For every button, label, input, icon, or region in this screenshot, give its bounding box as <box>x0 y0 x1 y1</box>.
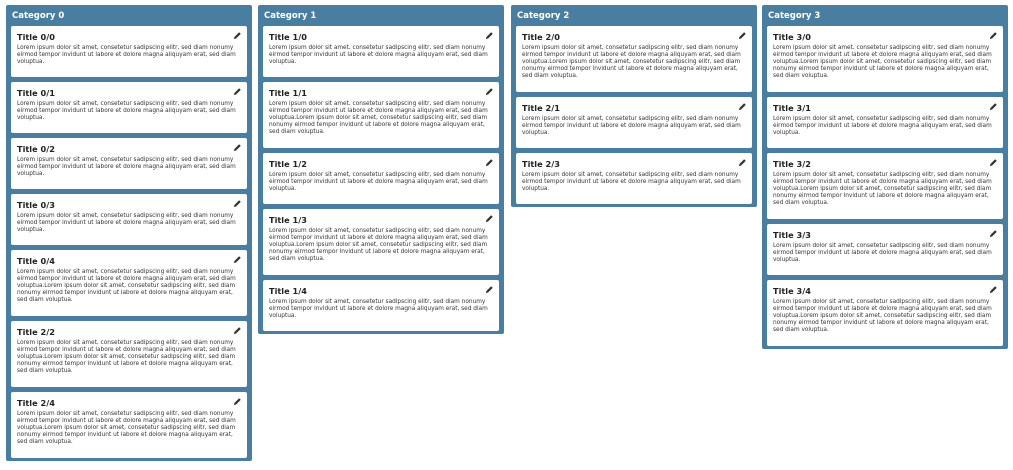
card[interactable] <box>767 26 1003 92</box>
card-title: Title 0/0 <box>17 32 55 42</box>
card-text: Lorem ipsum dolor sit amet, consetetur sadipscing elitr, sed diam nonumy eirmod tempor invidunt ut labore et dolore magna aliquyam erat, sed diam voluptua. <box>17 157 236 178</box>
card[interactable] <box>767 97 1003 148</box>
card-text: Lorem ipsum dolor sit amet, consetetur sadipscing elitr, sed diam nonumy eirmod tempor invidunt ut labore et dolore magna aliquyam erat, sed diam voluptua.Lorem ipsum dolor sit amet, consetetur sadipscing elitr, sed diam nonumy eirmod tempor invidunt ut labore et dolore magna aliquyam erat, sed diam voluptua. <box>269 228 488 263</box>
card-text: Lorem ipsum dolor sit amet, consetetur sadipscing elitr, sed diam nonumy eirmod tempor invidunt ut labore et dolore magna aliquyam erat, sed diam voluptua.Lorem ipsum dolor sit amet, consetetur sadipscing elitr, sed diam nonumy eirmod tempor invidunt ut labore et dolore magna aliquyam erat, sed diam voluptua. <box>773 45 992 80</box>
column-category-3 <box>762 5 1008 349</box>
card-text: Lorem ipsum dolor sit amet, consetetur sadipscing elitr, sed diam nonumy eirmod tempor invidunt ut labore et dolore magna aliquyam erat, sed diam voluptua. <box>773 116 992 137</box>
card-text: Lorem ipsum dolor sit amet, consetetur sadipscing elitr, sed diam nonumy eirmod tempor invidunt ut labore et dolore magna aliquyam erat, sed diam voluptua.Lorem ipsum dolor sit amet, consetetur sadipscing elitr, sed diam nonumy eirmod tempor invidunt ut labore et dolore magna aliquyam erat, sed diam voluptua. <box>773 299 992 334</box>
card-text: Lorem ipsum dolor sit amet, consetetur sadipscing elitr, sed diam nonumy eirmod tempor invidunt ut labore et dolore magna aliquyam erat, sed diam voluptua.Lorem ipsum dolor sit amet, consetetur sadipscing elitr, sed diam nonumy eirmod tempor invidunt ut labore et dolore magna aliquyam erat, sed diam voluptua. <box>17 411 236 446</box>
card-text: Lorem ipsum dolor sit amet, consetetur sadipscing elitr, sed diam nonumy eirmod tempor invidunt ut labore et dolore magna aliquyam erat, sed diam voluptua. <box>17 45 236 66</box>
card[interactable] <box>11 26 247 77</box>
card-title: Title 1/0 <box>269 32 307 42</box>
card[interactable] <box>516 26 752 92</box>
pencil-icon[interactable] <box>233 31 242 40</box>
pencil-icon[interactable] <box>485 87 494 96</box>
pencil-icon[interactable] <box>233 255 242 264</box>
card[interactable] <box>11 250 247 316</box>
card-title: Title 2/2 <box>17 327 55 337</box>
card-title: Title 3/1 <box>773 103 811 113</box>
pencil-icon[interactable] <box>989 229 998 238</box>
column-title: Category 0 <box>12 11 65 21</box>
card-title: Title 0/2 <box>17 144 55 154</box>
card-title: Title 1/4 <box>269 286 307 296</box>
column-category-0 <box>6 5 252 461</box>
card-title: Title 2/3 <box>522 159 560 169</box>
card[interactable] <box>516 97 752 148</box>
column-title: Category 1 <box>264 11 317 21</box>
card-text: Lorem ipsum dolor sit amet, consetetur sadipscing elitr, sed diam nonumy eirmod tempor invidunt ut labore et dolore magna aliquyam erat, sed diam voluptua.Lorem ipsum dolor sit amet, consetetur sadipscing elitr, sed diam nonumy eirmod tempor invidunt ut labore et dolore magna aliquyam erat, sed diam voluptua. <box>269 101 488 136</box>
pencil-icon[interactable] <box>485 31 494 40</box>
pencil-icon[interactable] <box>738 102 747 111</box>
card-title: Title 3/3 <box>773 230 811 240</box>
pencil-icon[interactable] <box>989 285 998 294</box>
pencil-icon[interactable] <box>485 285 494 294</box>
pencil-icon[interactable] <box>233 199 242 208</box>
pencil-icon[interactable] <box>485 214 494 223</box>
card-text: Lorem ipsum dolor sit amet, consetetur sadipscing elitr, sed diam nonumy eirmod tempor invidunt ut labore et dolore magna aliquyam erat, sed diam voluptua. <box>17 101 236 122</box>
card[interactable] <box>11 392 247 458</box>
pencil-icon[interactable] <box>233 326 242 335</box>
card-title: Title 3/2 <box>773 159 811 169</box>
card-title: Title 1/1 <box>269 88 307 98</box>
card[interactable] <box>11 194 247 245</box>
card[interactable] <box>516 153 752 204</box>
card-text: Lorem ipsum dolor sit amet, consetetur sadipscing elitr, sed diam nonumy eirmod tempor invidunt ut labore et dolore magna aliquyam erat, sed diam voluptua. <box>17 213 236 234</box>
card-text: Lorem ipsum dolor sit amet, consetetur sadipscing elitr, sed diam nonumy eirmod tempor invidunt ut labore et dolore magna aliquyam erat, sed diam voluptua. <box>269 172 488 193</box>
card[interactable] <box>263 82 499 148</box>
card-text: Lorem ipsum dolor sit amet, consetetur sadipscing elitr, sed diam nonumy eirmod tempor invidunt ut labore et dolore magna aliquyam erat, sed diam voluptua.Lorem ipsum dolor sit amet, consetetur sadipscing elitr, sed diam nonumy eirmod tempor invidunt ut labore et dolore magna aliquyam erat, sed diam voluptua. <box>773 172 992 207</box>
pencil-icon[interactable] <box>233 397 242 406</box>
card-text: Lorem ipsum dolor sit amet, consetetur sadipscing elitr, sed diam nonumy eirmod tempor invidunt ut labore et dolore magna aliquyam erat, sed diam voluptua. <box>773 243 992 264</box>
column-title: Category 2 <box>517 11 570 21</box>
card[interactable] <box>11 82 247 133</box>
card-title: Title 2/1 <box>522 103 560 113</box>
column-category-1 <box>258 5 504 334</box>
pencil-icon[interactable] <box>738 158 747 167</box>
card-text: Lorem ipsum dolor sit amet, consetetur sadipscing elitr, sed diam nonumy eirmod tempor invidunt ut labore et dolore magna aliquyam erat, sed diam voluptua.Lorem ipsum dolor sit amet, consetetur sadipscing elitr, sed diam nonumy eirmod tempor invidunt ut labore et dolore magna aliquyam erat, sed diam voluptua. <box>522 45 741 80</box>
card-title: Title 3/4 <box>773 286 811 296</box>
pencil-icon[interactable] <box>233 87 242 96</box>
card-text: Lorem ipsum dolor sit amet, consetetur sadipscing elitr, sed diam nonumy eirmod tempor invidunt ut labore et dolore magna aliquyam erat, sed diam voluptua. <box>269 299 488 320</box>
card-title: Title 0/1 <box>17 88 55 98</box>
card[interactable] <box>767 280 1003 346</box>
pencil-icon[interactable] <box>233 143 242 152</box>
pencil-icon[interactable] <box>989 158 998 167</box>
card-text: Lorem ipsum dolor sit amet, consetetur sadipscing elitr, sed diam nonumy eirmod tempor invidunt ut labore et dolore magna aliquyam erat, sed diam voluptua. <box>269 45 488 66</box>
card[interactable] <box>767 224 1003 275</box>
pencil-icon[interactable] <box>989 31 998 40</box>
card-text: Lorem ipsum dolor sit amet, consetetur sadipscing elitr, sed diam nonumy eirmod tempor invidunt ut labore et dolore magna aliquyam erat, sed diam voluptua. <box>522 172 741 193</box>
card-title: Title 2/0 <box>522 32 560 42</box>
card[interactable] <box>263 209 499 275</box>
card[interactable] <box>263 280 499 331</box>
card[interactable] <box>263 153 499 204</box>
column-title: Category 3 <box>768 11 821 21</box>
column-category-2 <box>511 5 757 207</box>
pencil-icon[interactable] <box>738 31 747 40</box>
pencil-icon[interactable] <box>989 102 998 111</box>
card-title: Title 2/4 <box>17 398 55 408</box>
card-title: Title 3/0 <box>773 32 811 42</box>
card[interactable] <box>11 321 247 387</box>
card-text: Lorem ipsum dolor sit amet, consetetur sadipscing elitr, sed diam nonumy eirmod tempor invidunt ut labore et dolore magna aliquyam erat, sed diam voluptua. <box>522 116 741 137</box>
card-text: Lorem ipsum dolor sit amet, consetetur sadipscing elitr, sed diam nonumy eirmod tempor invidunt ut labore et dolore magna aliquyam erat, sed diam voluptua.Lorem ipsum dolor sit amet, consetetur sadipscing elitr, sed diam nonumy eirmod tempor invidunt ut labore et dolore magna aliquyam erat, sed diam voluptua. <box>17 340 236 375</box>
pencil-icon[interactable] <box>485 158 494 167</box>
card-title: Title 0/4 <box>17 256 55 266</box>
card[interactable] <box>263 26 499 77</box>
card-title: Title 0/3 <box>17 200 55 210</box>
card-title: Title 1/2 <box>269 159 307 169</box>
card-text: Lorem ipsum dolor sit amet, consetetur sadipscing elitr, sed diam nonumy eirmod tempor invidunt ut labore et dolore magna aliquyam erat, sed diam voluptua.Lorem ipsum dolor sit amet, consetetur sadipscing elitr, sed diam nonumy eirmod tempor invidunt ut labore et dolore magna aliquyam erat, sed diam voluptua. <box>17 269 236 304</box>
card[interactable] <box>11 138 247 189</box>
card[interactable] <box>767 153 1003 219</box>
kanban-board <box>6 5 1008 465</box>
card-title: Title 1/3 <box>269 215 307 225</box>
